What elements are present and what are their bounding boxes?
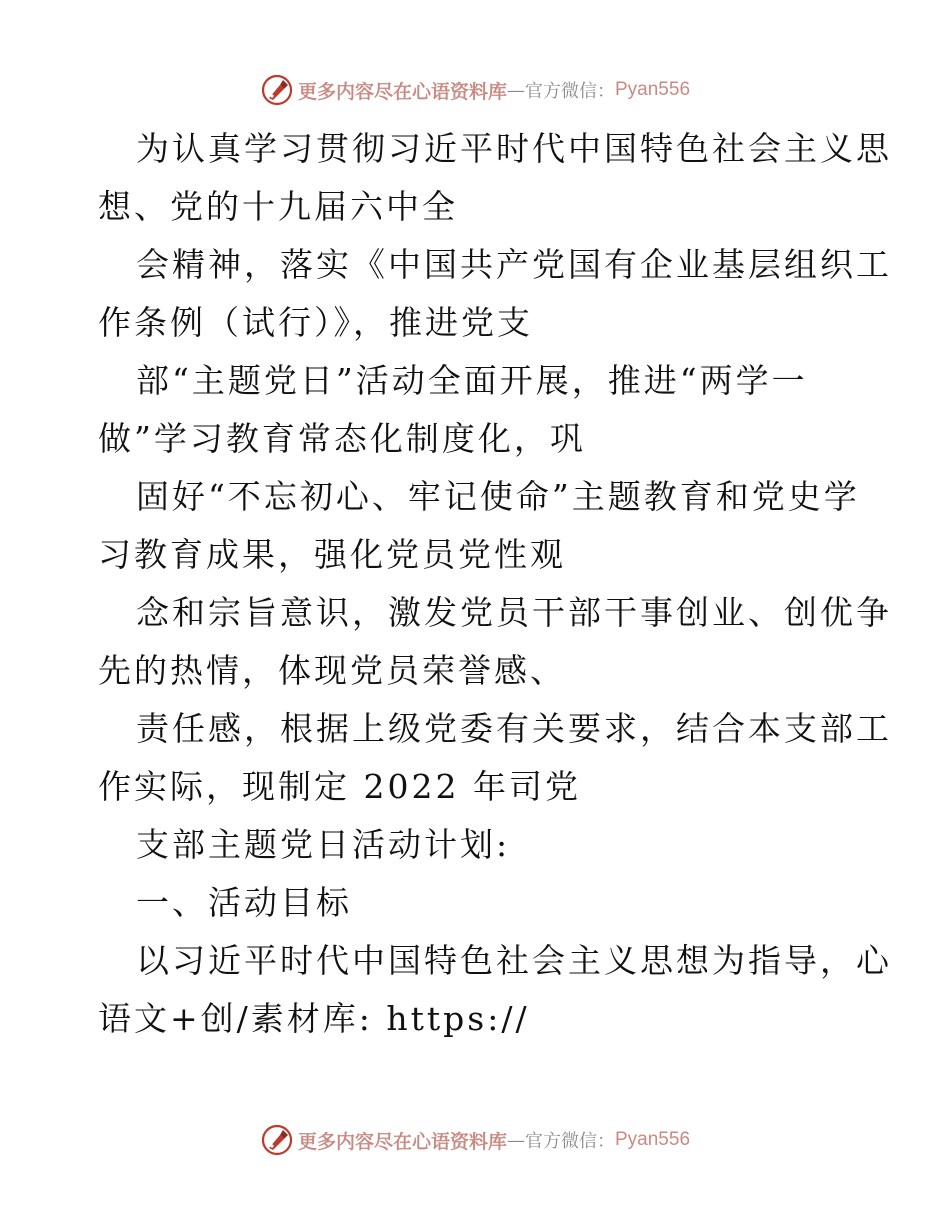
text-line: 念和宗旨意识，激发党员干部干事创业、创优争 [136, 593, 892, 632]
watermark-wechat-label: 官方微信： [525, 1131, 615, 1152]
section-heading: 一、活动目标 [136, 883, 352, 922]
text-line: 作条例（试行）》，推进党支 [98, 303, 533, 342]
watermark-site-text: 更多内容尽在心语资料库 [297, 80, 507, 103]
watermark-wechat-id: Pyan556 [615, 1129, 691, 1150]
header-watermark [0, 70, 950, 110]
pen-nib-logo-icon [260, 73, 294, 107]
watermark-wechat-id: Pyan556 [615, 79, 691, 100]
text-line: 作实际，现制定 2022 年司党 [98, 767, 581, 806]
watermark-dash: — [507, 1129, 525, 1151]
pen-nib-logo-icon [260, 1123, 294, 1157]
text-line: 支部主题党日活动计划: [136, 825, 511, 864]
text-line: 以习近平时代中国特色社会主义思想为指导，心 [136, 941, 892, 980]
text-line: 想、党的十九届六中全 [98, 187, 458, 226]
watermark-site-text: 更多内容尽在心语资料库 [297, 1130, 507, 1153]
document-body [98, 120, 892, 1048]
text-line: 先的热情，体现党员荣誉感、 [98, 651, 566, 690]
text-line: 部“主题党日”活动全面开展，推进“两学一 [136, 361, 808, 400]
text-line: 为认真学习贯彻习近平时代中国特色社会主义思 [136, 129, 892, 168]
text-line: 语文+创/素材库: https:// [98, 999, 530, 1038]
watermark-wechat-label: 官方微信： [525, 81, 615, 102]
footer-watermark [0, 1120, 950, 1160]
watermark-dash: — [507, 79, 525, 101]
text-line: 会精神，落实《中国共产党国有企业基层组织工 [136, 245, 892, 284]
text-line: 做”学习教育常态化制度化，巩 [98, 419, 586, 458]
text-line: 习教育成果，强化党员党性观 [98, 535, 566, 574]
text-line: 责任感，根据上级党委有关要求，结合本支部工 [136, 709, 892, 748]
text-line: 固好“不忘初心、牢记使命”主题教育和党史学 [136, 477, 860, 516]
